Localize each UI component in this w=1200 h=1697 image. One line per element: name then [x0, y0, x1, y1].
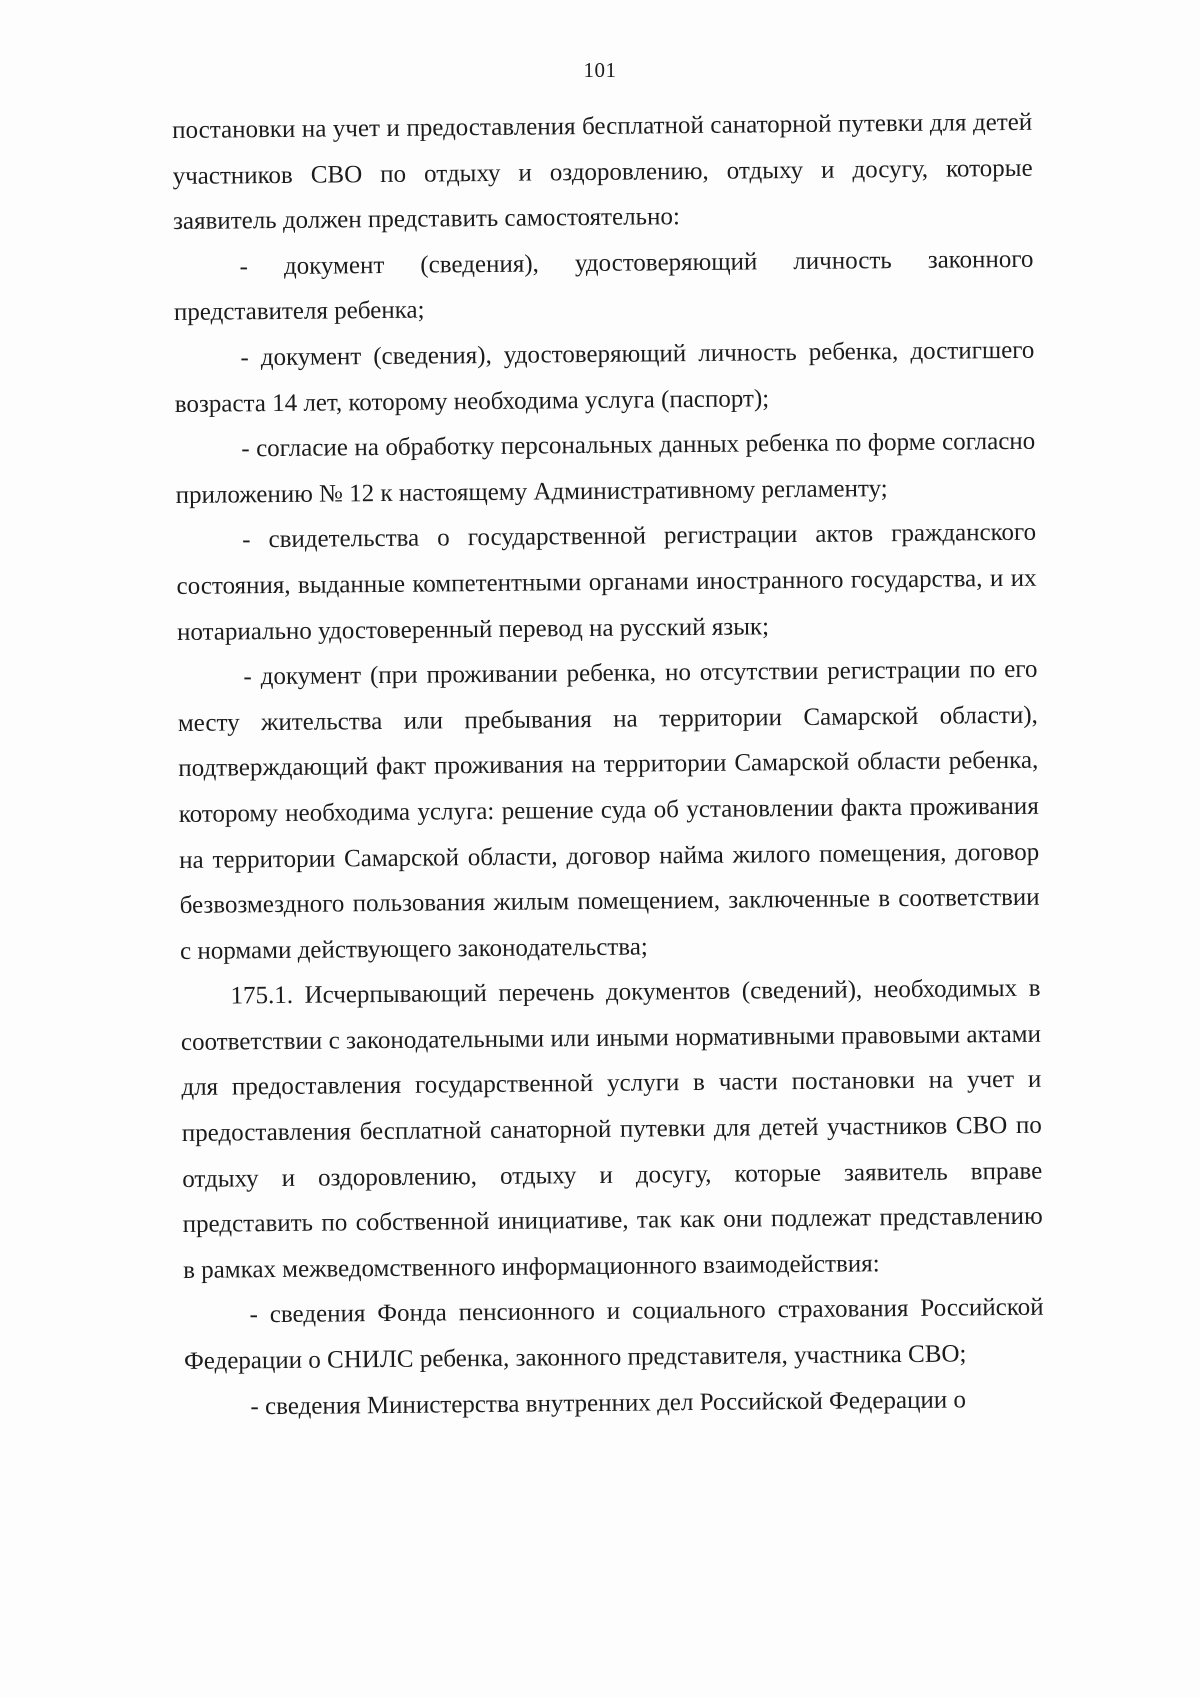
paragraph-intro: постановки на учет и предоставления бесплатной санаторной путевки для детей участников СВО по отдыху и оздоровлению, отдыху и досугу, которые заявитель должен представить самостоятельно:: [172, 108, 1033, 236]
list-item-foreign-certificates: - свидетельства о государственной регистрации актов гражданского состояния, выданные компетентными органами иностранного государства, и их нотариально удостоверенный перевод на русский язык;: [176, 519, 1037, 646]
document-body: [172, 100, 1045, 1430]
paragraph-175-1: 175.1. Исчерпывающий перечень документов (сведений), необходимых в соответствии с законодательными или иными нормативными правовыми актами для предоставления государственной услуги в части постановки на учет и предоставления бесплатной санаторной путевки для детей участников СВО по отдыху и оздоровлению, отдыху и досугу, которые заявитель вправе представить по собственной инициативе, так как они подлежат представлению в рамках межведомственного информационного взаимодействия:: [180, 974, 1043, 1284]
list-item-snils-info: - сведения Фонда пенсионного и социального страхования Российской Федерации о СНИЛС ребенка, законного представителя, участника СВО;: [183, 1294, 1044, 1375]
list-item-residence-proof: - документ (при проживании ребенка, но отсутствии регистрации по его месту жительства или пребывания на территории Самарской области), подтверждающий факт проживания на территории Самарской области ребенка, которому необходима услуга: решение суда об установлении факта проживания на территории Самарской области, договор найма жилого помещения, договор безвозмездного пользования жилым помещением, заключенные в соответствии с нормами действующего законодательства;: [177, 655, 1040, 965]
list-item-data-consent: - согласие на обработку персональных данных ребенка по форме согласно приложению № 12 к настоящему Административному регламенту;: [175, 427, 1036, 509]
list-item-child-passport: - документ (сведения), удостоверяющий личность ребенка, достигшего возраста 14 лет, которому необходима услуга (паспорт);: [174, 336, 1035, 418]
page-number: 101: [583, 58, 617, 82]
list-item-mvd-info: - сведения Министерства внутренних дел Российской Федерации о: [250, 1386, 967, 1420]
list-item-representative-id: - документ (сведения), удостоверяющий личность законного представителя ребенка;: [173, 245, 1034, 327]
